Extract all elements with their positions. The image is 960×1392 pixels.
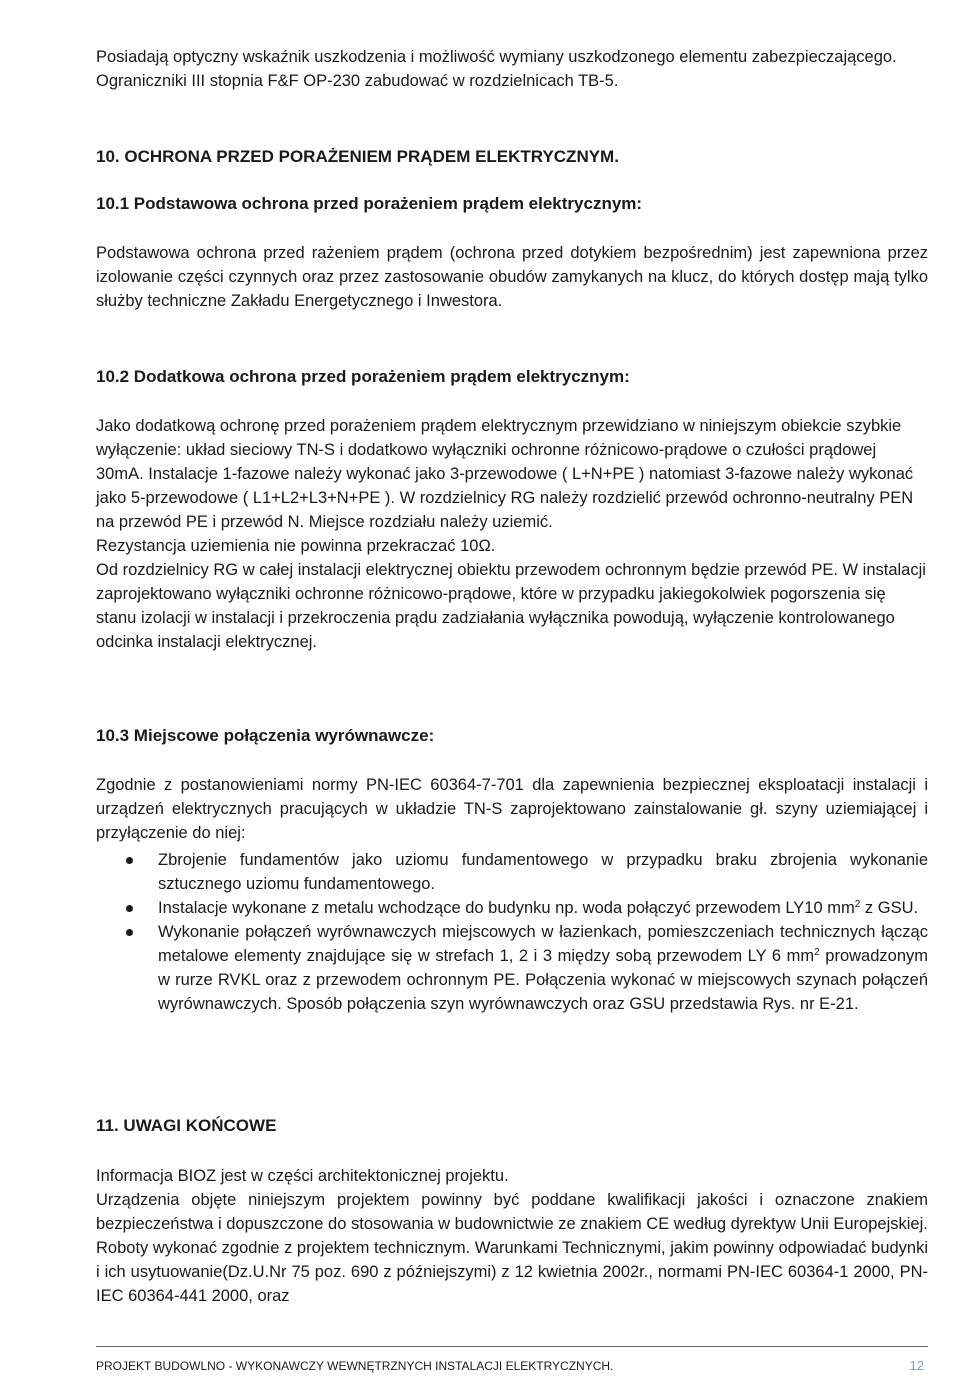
bullet-icon [126,929,133,936]
section-10-2-body [96,414,928,654]
bullet-icon [126,905,133,912]
list-item: Zbrojenie fundamentów jako uziomu fundamentowego w przypadku braku zbrojenia wykonanie sztucznego uziomu fundamentowego. [96,848,928,896]
intro-block [96,45,928,93]
section-10-3-intro: Zgodnie z postanowieniami normy PN-IEC 60364-7-701 dla zapewnienia bezpiecznej eksploatacji instalacji i urządzeń elektrycznych pracujących w układzie TN-S zaprojektowano zainstalowanie gł. szyny uziemiającej i przyłączenie do niej: [96,776,928,842]
bullet-list [96,848,928,1016]
section-10-2-p2: Rezystancja uziemienia nie powinna przekraczać 10Ω. [96,537,496,555]
intro-line-2: Ograniczniki III stopnia F&F OP-230 zabudować w rozdzielnicach TB-5. [96,72,619,90]
intro-line-1: Posiadają optyczny wskaźnik uszkodzenia i możliwość wymiany uszkodzonego elementu zabezpieczającego. [96,48,897,66]
section-11-title: 11. UWAGI KOŃCOWE [96,1116,277,1135]
section-11-p2: Urządzenia objęte niniejszym projektem powinny być poddane kwalifikacji jakości i oznaczone znakiem bezpieczeństwa i dopuszczone do stosowania w budownictwie ze znakiem CE według dyrektyw Unii Europejskiej. [96,1191,928,1233]
list-item: Instalacje wykonane z metalu wchodzące do budynku np. woda połączyć przewodem LY10 $mm^2$ z GSU. [96,896,928,920]
section-10-3-title: 10.3 Miejscowe połączenia wyrównawcze: [96,726,435,745]
bullet-icon [126,857,133,864]
section-10-2-title: 10.2 Dodatkowa ochrona przed porażeniem prądem elektrycznym: [96,367,630,386]
footer-title: PROJEKT BUDOWLNO - WYKONAWCZY WEWNĘTRZNYCH INSTALACJI ELEKTRYCZNYCH. [96,1359,614,1373]
section-11-p3: Roboty wykonać zgodnie z projektem technicznym. Warunkami Technicznymi, jakim powinny odpowiadać budynki i ich usytuowanie(Dz.U.Nr 75 poz. 690 z późniejszymi) z 12 kwietnia 2002r., normami PN-IEC 60364-1 2000, PN-IEC 60364-441 2000, oraz [96,1239,928,1305]
section-10-title: 10. OCHRONA PRZED PORAŻENIEM PRĄDEM ELEKTRYCZNYM. [96,147,619,166]
section-10-2-p1: Jako dodatkową ochronę przed porażeniem prądem elektrycznym przewidziano w niniejszym obiekcie szybkie wyłączenie: układ sieciowy TN-S i dodatkowo wyłączniki ochronne różnicowo-prądowe o czułości prądowej 30mA. Instalacje 1-fazowe należy wykonać jako 3-przewodowe ( L+N+PE ) natomiast 3-fazowe należy wykonać jako 5-przewodowe ( L1+L2+L3+N+PE ). W rozdzielnicy RG należy rozdzielić przewód ochronno-neutralny PEN na przewód PE i przewód N. Miejsce rozdziału należy uziemić. [96,417,914,531]
section-11-p1: Informacja BIOZ jest w części architektonicznej projektu. [96,1167,509,1185]
section-11-body [96,1164,928,1308]
section-10-2-p3: Od rozdzielnicy RG w całej instalacji elektrycznej obiektu przewodem ochronnym będzie przewód PE. W instalacji zaprojektowano wyłączniki ochronne różnicowo-prądowe, które w przypadku jakiegokolwiek pogorszenia się stanu izolacji w instalacji i przekroczenia prądu zadziałania wyłącznika powodują, wyłączenie kontrolowanego odcinka instalacji elektrycznej. [96,561,926,651]
page-number: 12 [909,1358,924,1373]
page-footer [96,1346,928,1371]
list-item: Wykonanie połączeń wyrównawczych miejscowych w łazienkach, pomieszczeniach technicznych łącząc metalowe elementy znajdujące się w strefach 1, 2 i 3 między sobą przewodem LY 6 $mm^2$ prowadzonym w rurze RVKL oraz z przewodem ochronnym PE. Połączenia wykonać w miejscowych szynach połączeń wyrównawczych. Sposób połączenia szyn wyrównawczych oraz GSU przedstawia Rys. nr E-21. [96,920,928,1016]
section-10-1-paragraph: Podstawowa ochrona przed rażeniem prądem (ochrona przed dotykiem bezpośrednim) jest zapewniona przez izolowanie części czynnych oraz przez zastosowanie obudów zamykanych na klucz, do których dostęp mają tylko służby techniczne Zakładu Energetycznego i Inwestora. [96,244,928,310]
section-10-1-title: 10.1 Podstawowa ochrona przed porażeniem prądem elektrycznym: [96,194,643,213]
